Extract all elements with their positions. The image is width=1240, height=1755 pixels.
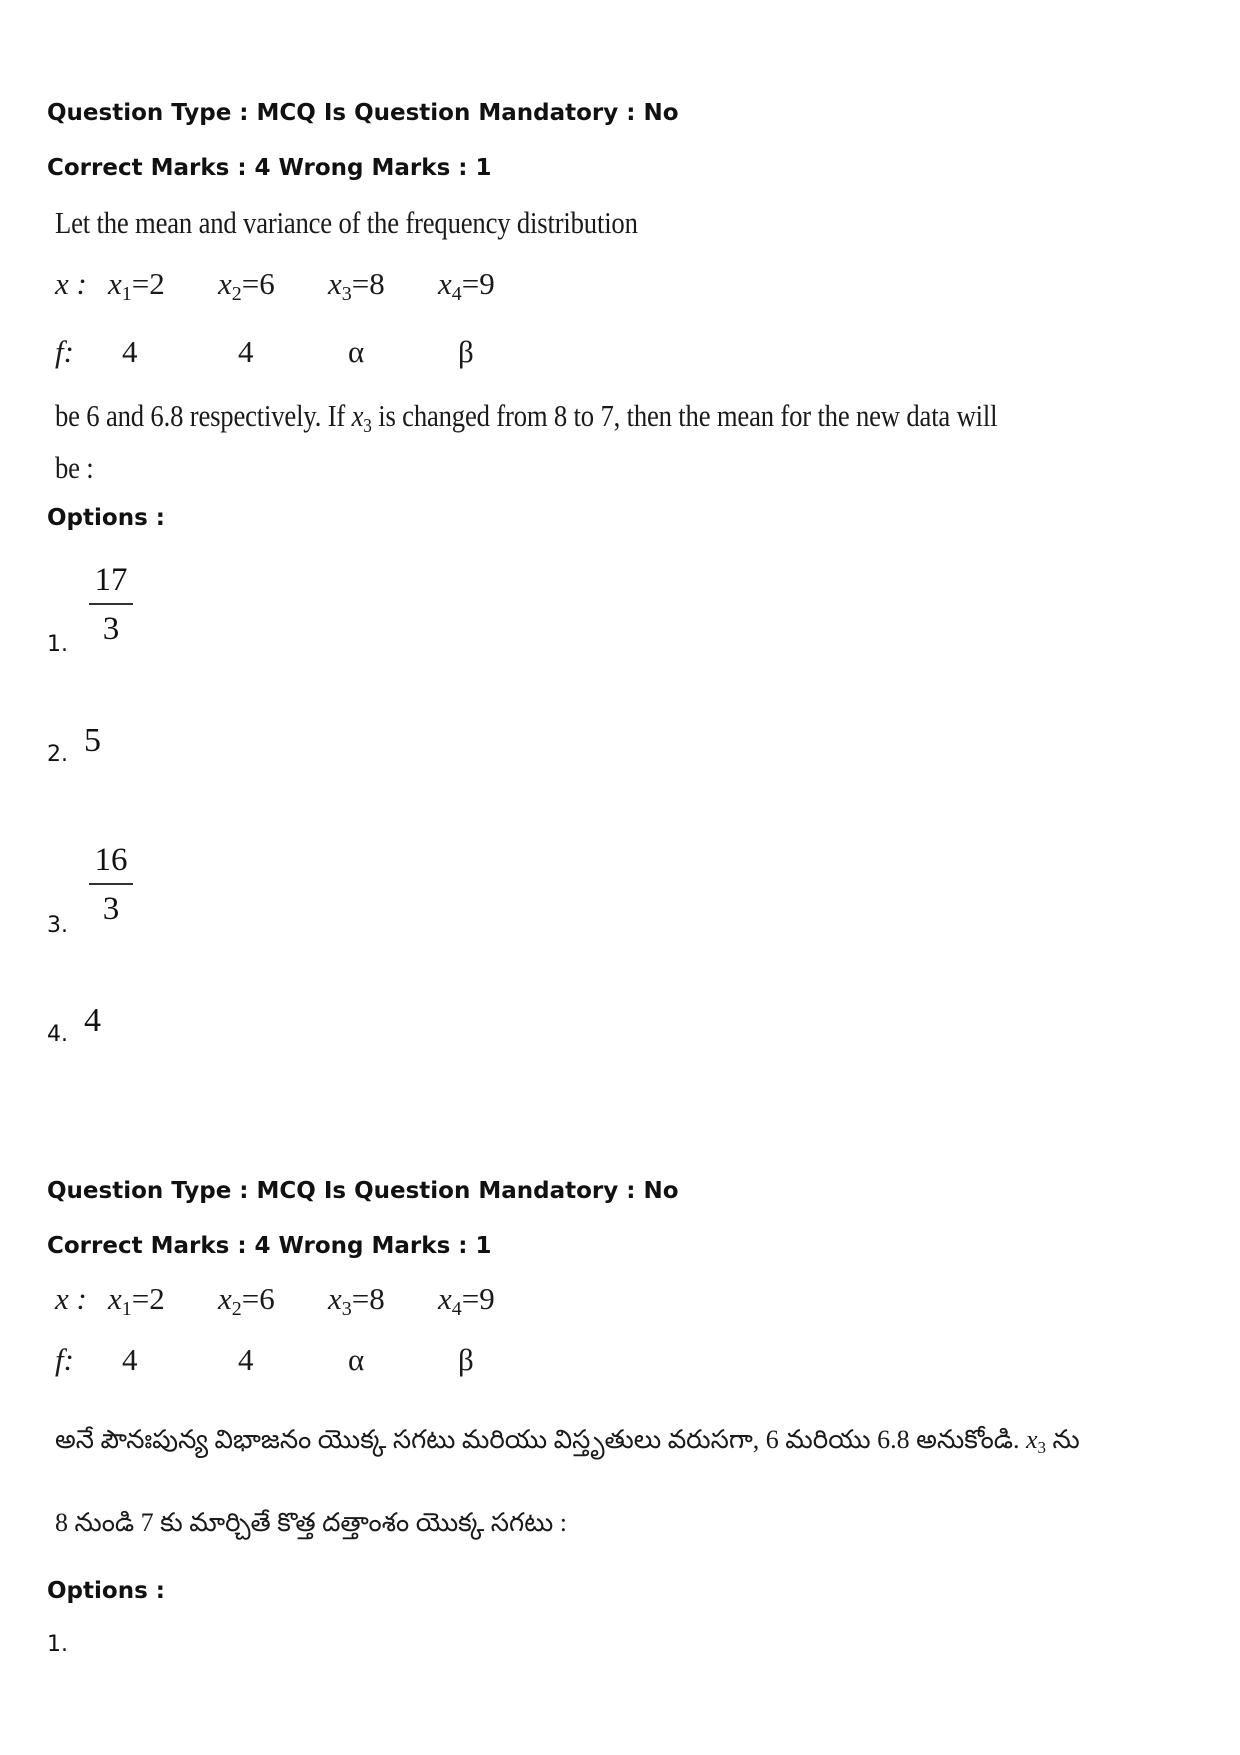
marks-line: Correct Marks : 4 Wrong Marks : 1 (47, 1233, 492, 1259)
f-value-1: 4 (122, 1342, 138, 1377)
question-text-line: be 6 and 6.8 respectively. If $x_3$ is changed from 8 to 7, then the mean for the new data will (55, 398, 998, 437)
options-label: Options : (47, 1578, 165, 1604)
options-label: Options : (47, 505, 165, 531)
option-value: 5 (84, 722, 101, 759)
marks-line: Correct Marks : 4 Wrong Marks : 1 (47, 155, 492, 181)
option-number: 1. (47, 632, 68, 657)
option-number: 4. (47, 1022, 68, 1047)
question-type-line: Question Type : MCQ Is Question Mandatory : No (47, 1178, 679, 1204)
f-row-label: f: (55, 334, 74, 369)
fraction-denominator: 3 (102, 611, 120, 647)
question-intro: Let the mean and variance of the frequency distribution (55, 205, 638, 240)
option-number: 3. (47, 913, 68, 938)
f-value-2: 4 (238, 1342, 254, 1377)
fraction-numerator: 17 (94, 562, 128, 598)
option-number: 2. (47, 742, 68, 767)
option-fraction (88, 560, 134, 649)
x-value-1: $x_1=2$ (108, 1281, 165, 1320)
x-value-4: $x_4=9$ (438, 266, 495, 305)
option-number: 1. (47, 1632, 68, 1657)
f-row-label: f: (55, 1342, 74, 1377)
telugu-question-line-2: 8 నుండి 7 కు మార్చితే కొత్త దత్తాంశం యొక్క సగటు : (55, 1508, 567, 1537)
f-value-4: β (458, 1342, 474, 1377)
x-value-4: $x_4=9$ (438, 1281, 495, 1320)
x-value-3: $x_3=8$ (328, 1281, 385, 1320)
fraction-bar (89, 603, 133, 605)
fraction-bar (89, 883, 133, 885)
question-text-end: be : (55, 450, 94, 485)
option-value: 4 (84, 1002, 101, 1039)
x-value-1: $x_1=2$ (108, 266, 165, 305)
f-value-2: 4 (238, 334, 254, 369)
x-value-3: $x_3=8$ (328, 266, 385, 305)
f-value-1: 4 (122, 334, 138, 369)
option-fraction (88, 840, 134, 929)
x-value-2: $x_2=6$ (218, 1281, 275, 1320)
f-value-3: α (348, 1342, 365, 1377)
f-value-4: β (458, 334, 474, 369)
f-value-3: α (348, 334, 365, 369)
question-type-line: Question Type : MCQ Is Question Mandatory : No (47, 100, 679, 126)
telugu-question-line-1: అనే పౌనఃపున్య విభాజనం యొక్క సగటు మరియు విస్తృతులు వరుసగా, 6 మరియు 6.8 అనుకోండి. $x_3$ ను (55, 1425, 1080, 1457)
x-value-2: $x_2=6$ (218, 266, 275, 305)
fraction-numerator: 16 (94, 842, 128, 878)
fraction-denominator: 3 (102, 891, 120, 927)
x-row-label: x : (55, 1281, 87, 1316)
x-row-label: x : (55, 266, 87, 301)
